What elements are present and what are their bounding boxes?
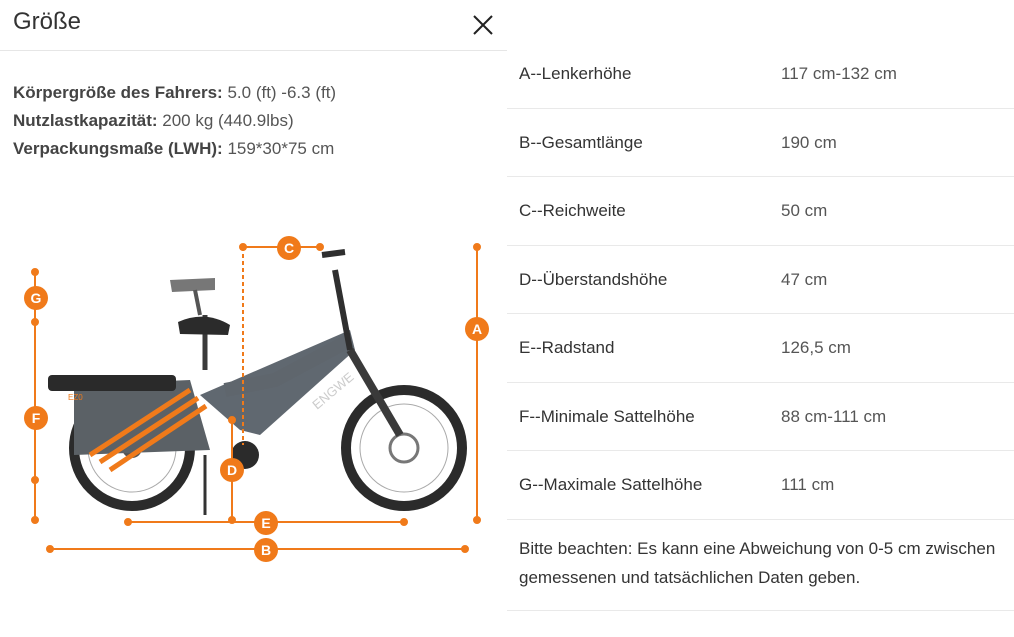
row-value: 117 cm-132 cm xyxy=(781,64,897,83)
row-key: D--Überstandshöhe xyxy=(519,269,668,289)
svg-text:F: F xyxy=(31,410,41,426)
rider-specs xyxy=(13,79,336,163)
row-value: 88 cm-111 cm xyxy=(781,406,887,426)
dimension-table xyxy=(507,40,1014,520)
table-row xyxy=(507,109,1014,178)
row-value: 111 cm xyxy=(781,475,835,494)
row-key: E--Radstand xyxy=(519,338,615,357)
row-value: 47 cm xyxy=(781,269,828,289)
spec-payload: Nutzlastkapazität: 200 kg (440.9lbs) xyxy=(13,111,294,130)
marker-c xyxy=(277,236,301,260)
table-row xyxy=(507,40,1014,109)
modal-title: Größe xyxy=(13,8,82,35)
bike-illustration xyxy=(48,252,462,515)
table-row xyxy=(507,314,1014,383)
row-value: 126,5 cm xyxy=(781,338,851,357)
marker-b xyxy=(254,538,278,562)
svg-text:A: A xyxy=(471,321,483,337)
svg-text:C: C xyxy=(283,240,295,256)
spec-package-size: Verpackungsmaße (LWH): 159*30*75 cm xyxy=(13,139,335,158)
modal-header xyxy=(0,0,507,51)
row-key: B--Gesamtlänge xyxy=(519,132,643,152)
row-key: F--Minimale Sattelhöhe xyxy=(519,406,695,426)
table-row xyxy=(507,383,1014,452)
svg-text:D: D xyxy=(226,462,238,478)
marker-e xyxy=(254,511,278,535)
row-value: 50 cm xyxy=(781,201,828,220)
bike-dimension-diagram xyxy=(0,230,507,570)
note-text: Bitte beachten: Es kann eine Abweichung von 0-5 cm zwischen gemessenen und tatsächlichen Daten geben. xyxy=(519,539,996,587)
svg-text:EZ0: EZ0 xyxy=(68,393,83,402)
close-icon[interactable] xyxy=(470,12,496,38)
svg-text:B: B xyxy=(260,542,272,558)
marker-f xyxy=(24,406,48,430)
marker-g xyxy=(24,286,48,310)
table-row xyxy=(507,451,1014,520)
measurement-note xyxy=(507,532,1014,611)
row-key: C--Reichweite xyxy=(519,201,626,220)
svg-text:E: E xyxy=(261,515,271,531)
table-row xyxy=(507,177,1014,246)
svg-text:G: G xyxy=(30,290,42,306)
row-value: 190 cm xyxy=(781,132,837,152)
table-row xyxy=(507,246,1014,315)
spec-rider-height: Körpergröße des Fahrers: 5.0 (ft) -6.3 (ft) xyxy=(13,83,337,102)
svg-text:ENGWE: ENGWE xyxy=(309,369,357,413)
marker-d xyxy=(220,458,244,482)
row-key: A--Lenkerhöhe xyxy=(519,64,632,83)
marker-a xyxy=(465,317,489,341)
row-key: G--Maximale Sattelhöhe xyxy=(519,475,703,494)
